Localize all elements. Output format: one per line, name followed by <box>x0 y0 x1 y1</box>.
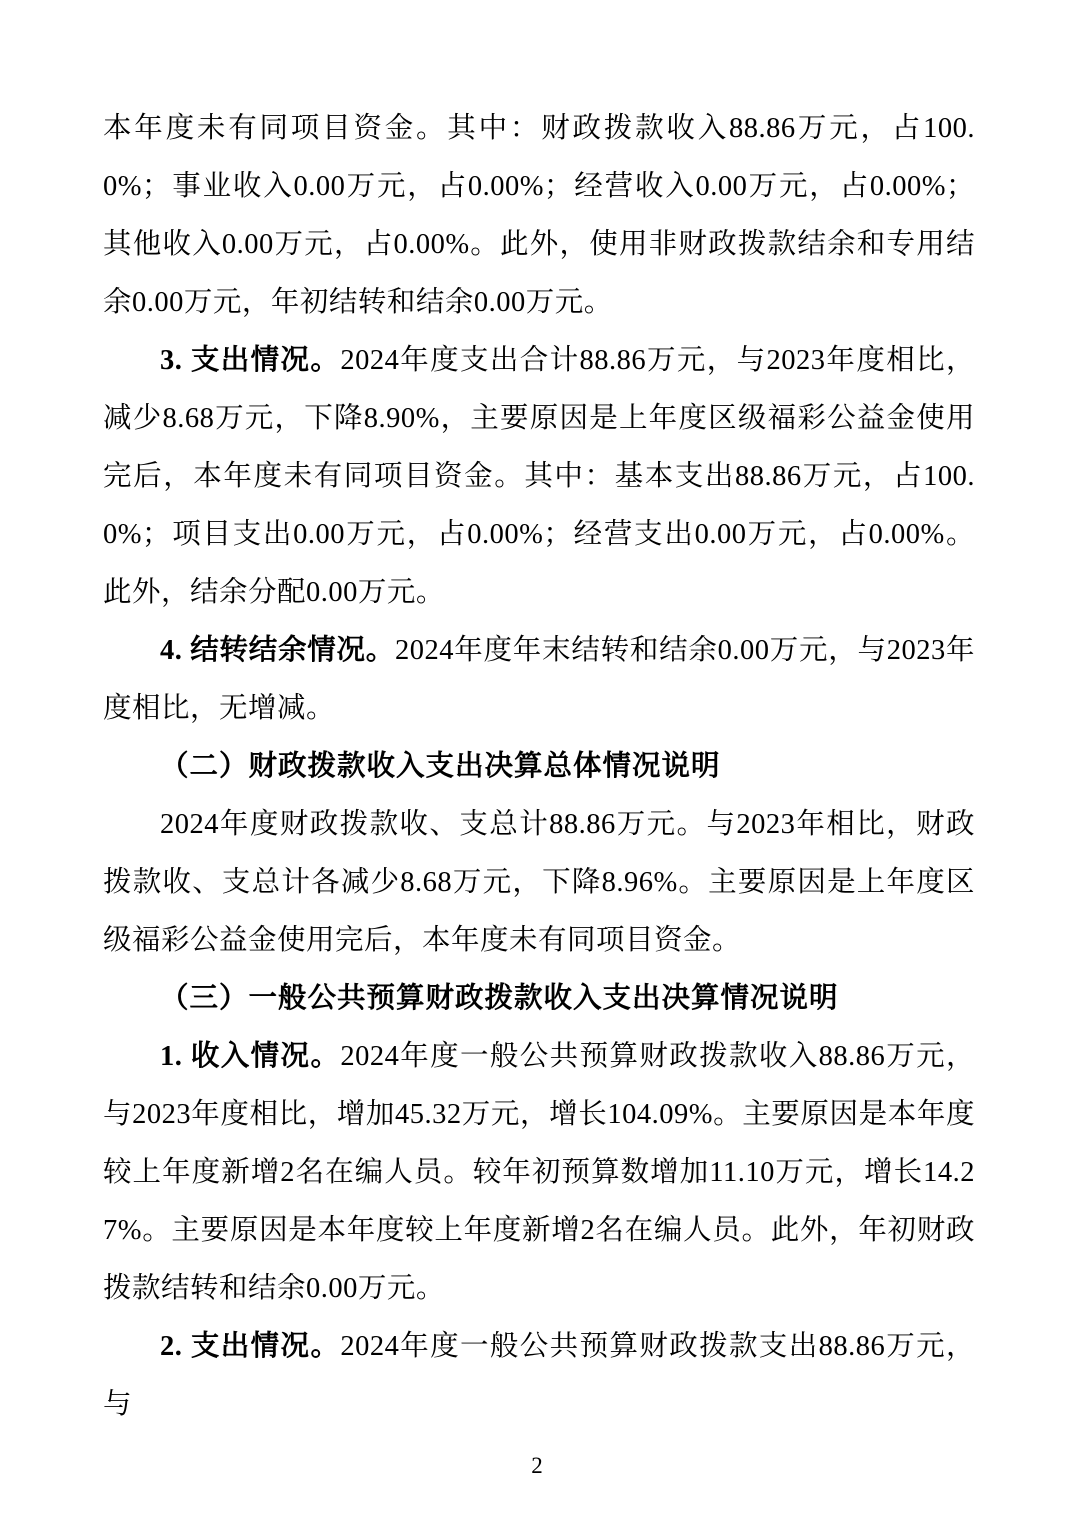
paragraph-text: 2024年度一般公共预算财政拨款支出88.86万元，与 <box>103 1331 975 1420</box>
paragraph-fiscal-appropriation-total <box>103 796 975 970</box>
paragraph-lead: 4. 结转结余情况。 <box>160 635 396 666</box>
heading-text: （三）一般公共预算财政拨款收入支出决算情况说明 <box>160 983 839 1014</box>
page-number: 2 <box>531 1453 543 1478</box>
paragraph-text: 本年度未有同项目资金。其中：财政拨款收入88.86万元，占100.0%；事业收入0.00万元，占0.00%；经营收入0.00万元，占0.00%；其他收入0.00万元，占0.00%。此外，使用非财政拨款结余和专用结余0.00万元，年初结转和结余0.00万元。 <box>103 113 975 318</box>
paragraph-text: 2024年度年末结转和结余0.00万元，与2023年度相比，无增减。 <box>103 635 975 724</box>
paragraph-income-detail-continuation <box>103 100 975 332</box>
paragraph-lead: 2. 支出情况。 <box>160 1331 341 1362</box>
document-body <box>103 100 975 1434</box>
paragraph-lead: 1. 收入情况。 <box>160 1041 341 1072</box>
section-heading-fiscal-appropriation-overview <box>103 738 975 796</box>
paragraph-carryover-situation <box>103 622 975 738</box>
paragraph-text: 2024年度一般公共预算财政拨款收入88.86万元，与2023年度相比，增加45.32万元，增长104.09%。主要原因是本年度较上年度新增2名在编人员。较年初预算数增加11.10万元，增长14.27%。主要原因是本年度较上年度新增2名在编人员。此外，年初财政拨款结转和结余0.00万元。 <box>103 1041 975 1304</box>
heading-text: （二）财政拨款收入支出决算总体情况说明 <box>160 751 721 782</box>
paragraph-text: 2024年度财政拨款收、支总计88.86万元。与2023年相比，财政拨款收、支总计各减少8.68万元，下降8.96%。主要原因是上年度区级福彩公益金使用完后，本年度未有同项目资金。 <box>103 809 975 956</box>
paragraph-revenue-situation <box>103 1028 975 1318</box>
section-heading-general-public-budget <box>103 970 975 1028</box>
paragraph-lead: 3. 支出情况。 <box>160 345 341 376</box>
paragraph-budget-expenditure-start <box>103 1318 975 1434</box>
paragraph-text: 2024年度支出合计88.86万元，与2023年度相比，减少8.68万元，下降8.90%，主要原因是上年度区级福彩公益金使用完后，本年度未有同项目资金。其中：基本支出88.86万元，占100.0%；项目支出0.00万元，占0.00%；经营支出0.00万元，占0.00%。此外，结余分配0.00万元。 <box>103 345 975 608</box>
paragraph-expenditure-situation <box>103 332 975 622</box>
